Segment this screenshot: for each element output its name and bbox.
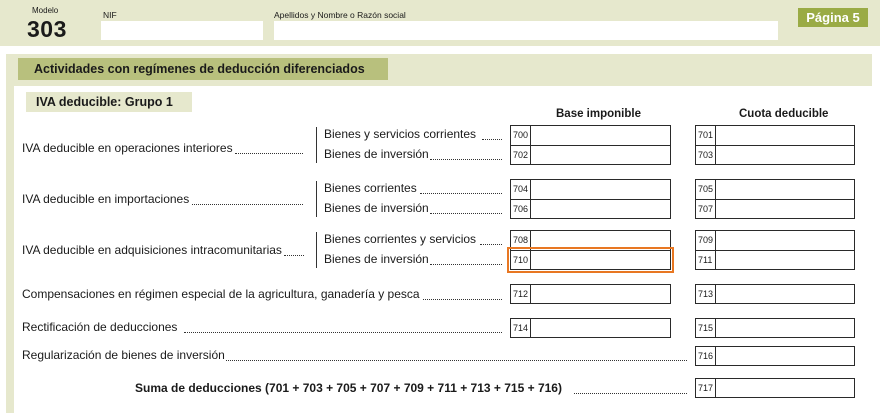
leader-dots: [184, 332, 502, 333]
name-label: Apellidos y Nombre o Razón social: [274, 10, 406, 20]
leader-dots: [430, 159, 502, 160]
sub-label: Bienes corrientes y servicios: [324, 232, 477, 246]
input-713[interactable]: [695, 284, 855, 304]
nif-label: NIF: [103, 10, 117, 20]
bracket: [316, 127, 317, 163]
cuota-deducible-header: Cuota deducible: [739, 108, 829, 120]
field-code: 701: [698, 130, 714, 140]
input-706[interactable]: [510, 199, 671, 219]
sub-label: Bienes de inversión: [324, 147, 429, 161]
field-code: 705: [698, 184, 714, 194]
leader-dots: [226, 360, 687, 361]
base-imponible-header: Base imponible: [556, 108, 641, 120]
field-code: 717: [698, 383, 714, 393]
leader-dots: [284, 255, 304, 256]
field-code: 708: [513, 235, 529, 245]
sub-label: Bienes de inversión: [324, 252, 429, 266]
input-711[interactable]: [695, 250, 855, 270]
focus-highlight: [507, 247, 674, 273]
nif-field[interactable]: [101, 21, 263, 40]
modelo-label: Modelo: [32, 6, 59, 15]
field-code: 709: [698, 235, 714, 245]
leader-dots: [480, 244, 502, 245]
input-709[interactable]: [695, 230, 855, 251]
sub-label: Bienes de inversión: [324, 201, 429, 215]
leader-dots: [420, 193, 502, 194]
input-700[interactable]: [510, 125, 671, 146]
leader-dots: [235, 153, 303, 154]
row-label-intracomunitarias: IVA deducible en adquisiciones intracomunitarias: [22, 243, 282, 257]
leader-dots: [192, 204, 303, 205]
input-717[interactable]: [695, 378, 855, 398]
row-label-importaciones: IVA deducible en importaciones: [22, 192, 190, 206]
bracket: [316, 181, 317, 217]
group-title: IVA deducible: Grupo 1: [26, 92, 192, 112]
input-705[interactable]: [695, 179, 855, 200]
leader-dots: [430, 264, 502, 265]
field-code: 710: [513, 255, 529, 265]
field-code: 702: [513, 150, 529, 160]
field-code: 711: [698, 255, 713, 265]
field-code: 713: [698, 289, 714, 299]
leader-dots: [423, 299, 502, 300]
page-badge: Página 5: [798, 8, 868, 27]
input-716[interactable]: [695, 346, 855, 366]
row-label-compensaciones: Compensaciones en régimen especial de la agricultura, ganadería y pesca: [22, 287, 420, 301]
section-title: Actividades con regímenes de deducción diferenciados: [18, 58, 388, 80]
bracket: [316, 232, 317, 268]
field-code: 707: [698, 204, 714, 214]
leader-dots: [430, 213, 502, 214]
input-704[interactable]: [510, 179, 671, 200]
row-label-regularizacion: Regularización de bienes de inversión: [22, 348, 225, 362]
row-label-suma: Suma de deducciones (701 + 703 + 705 + 707 + 709 + 711 + 713 + 715 + 716): [135, 381, 562, 395]
row-label-interiores: IVA deducible en operaciones interiores: [22, 141, 233, 155]
field-code: 703: [698, 150, 714, 160]
input-707[interactable]: [695, 199, 855, 219]
input-702[interactable]: [510, 145, 671, 165]
input-703[interactable]: [695, 145, 855, 165]
sub-label: Bienes corrientes: [324, 181, 417, 195]
field-code: 700: [513, 130, 529, 140]
input-714[interactable]: [510, 318, 671, 338]
modelo-number: 303: [27, 16, 67, 42]
field-code: 715: [698, 323, 714, 333]
field-code: 716: [698, 351, 714, 361]
row-label-rectificacion: Rectificación de deducciones: [22, 320, 178, 334]
field-code: 714: [513, 323, 529, 333]
input-701[interactable]: [695, 125, 855, 146]
input-712[interactable]: [510, 284, 671, 304]
field-code: 712: [513, 289, 529, 299]
name-field[interactable]: [274, 21, 778, 40]
sub-label: Bienes y servicios corrientes: [324, 127, 477, 141]
input-715[interactable]: [695, 318, 855, 338]
field-code: 706: [513, 204, 529, 214]
leader-dots: [482, 139, 502, 140]
field-code: 704: [513, 184, 529, 194]
leader-dots: [574, 393, 687, 394]
